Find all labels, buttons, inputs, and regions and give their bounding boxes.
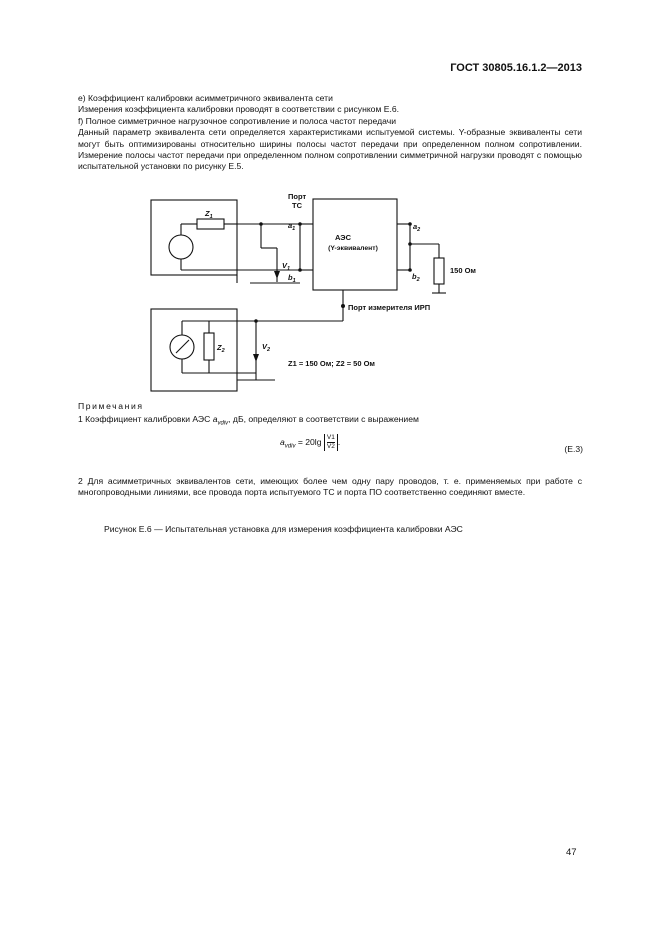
equation-number: (Е.3) [564, 444, 583, 454]
paragraph-e: е) Коэффициент калибровки асимметричного эквивалента сети [78, 93, 333, 103]
load-label: 150 Ом [450, 266, 476, 275]
impedance-values: Z1 = 150 Ом; Z2 = 50 Ом [288, 359, 375, 368]
terminal-b2: $b_2$ [412, 272, 420, 283]
load-resistor-icon [434, 258, 444, 284]
z1-resistor-icon [197, 219, 224, 229]
paragraph-description: Данный параметр эквивалента сети определяется характеристиками испытуемой системы. Y-образные эквиваленты сети могут быть оптимизированы относительно ширины полосы частот передачи при определенном полном сопротивлении. Измерение полосы частот передачи при определенном полном сопротивлении симметричной нагрузки проводят с помощью испытательной установки по рисунку Е.5. [78, 127, 582, 172]
notes-title: Примечания [78, 401, 144, 411]
v1-label: $V_1$ [282, 261, 291, 272]
v2-label: $V_2$ [262, 342, 271, 353]
page-number: 47 [566, 847, 577, 858]
test-setup-diagram [0, 0, 661, 400]
meter-port-label: Порт измерителя ИРП [348, 303, 431, 312]
z2-label: $Z_2$ [217, 343, 225, 354]
port-tc-label-1: Порт [288, 192, 307, 201]
terminal-a1: $a_1$ [288, 221, 296, 232]
port-tc-label-2: ТС [292, 201, 302, 210]
note-1: 1 Коэффициент калибровки АЭС $a_{vdiv}$, дБ, определяют в соответствии с выражением [78, 414, 419, 427]
terminal-a2: $a_2$ [413, 222, 421, 233]
terminal-b1: $b_1$ [288, 273, 296, 284]
paragraph-measure: Измерения коэффициента калибровки проводят в соответствии с рисунком Е.6. [78, 104, 400, 115]
signal-source-icon [169, 235, 193, 259]
z2-resistor-icon [204, 333, 214, 360]
formula-e3: $a_{vdiv} = 20\lg$ $\frac{V1}{V2}$ . [280, 434, 341, 450]
paragraph-f: f) Полное симметричное нагрузочное сопротивление и полоса частот передачи [78, 115, 397, 126]
aes-box-subtitle: (Y-эквивалент) [328, 245, 378, 252]
note-2: 2 Для асимметричных эквивалентов сети, имеющих более чем одну пару проводов, т. е. применяемых при работе с многопроводными линиями, все провода порта испытуемого ТС и порта ПО соответственно соединяют вместе. [78, 476, 582, 498]
formula-ratio: $\frac{V1}{V2}$ [324, 434, 338, 451]
document-header: ГОСТ 30805.16.1.2—2013 [450, 62, 582, 74]
figure-caption: Рисунок Е.6 — Испытательная установка для измерения коэффициента калибровки АЭС [104, 524, 463, 534]
z1-label: $Z_1$ [205, 209, 213, 220]
aes-box-title: АЭС [335, 233, 351, 242]
